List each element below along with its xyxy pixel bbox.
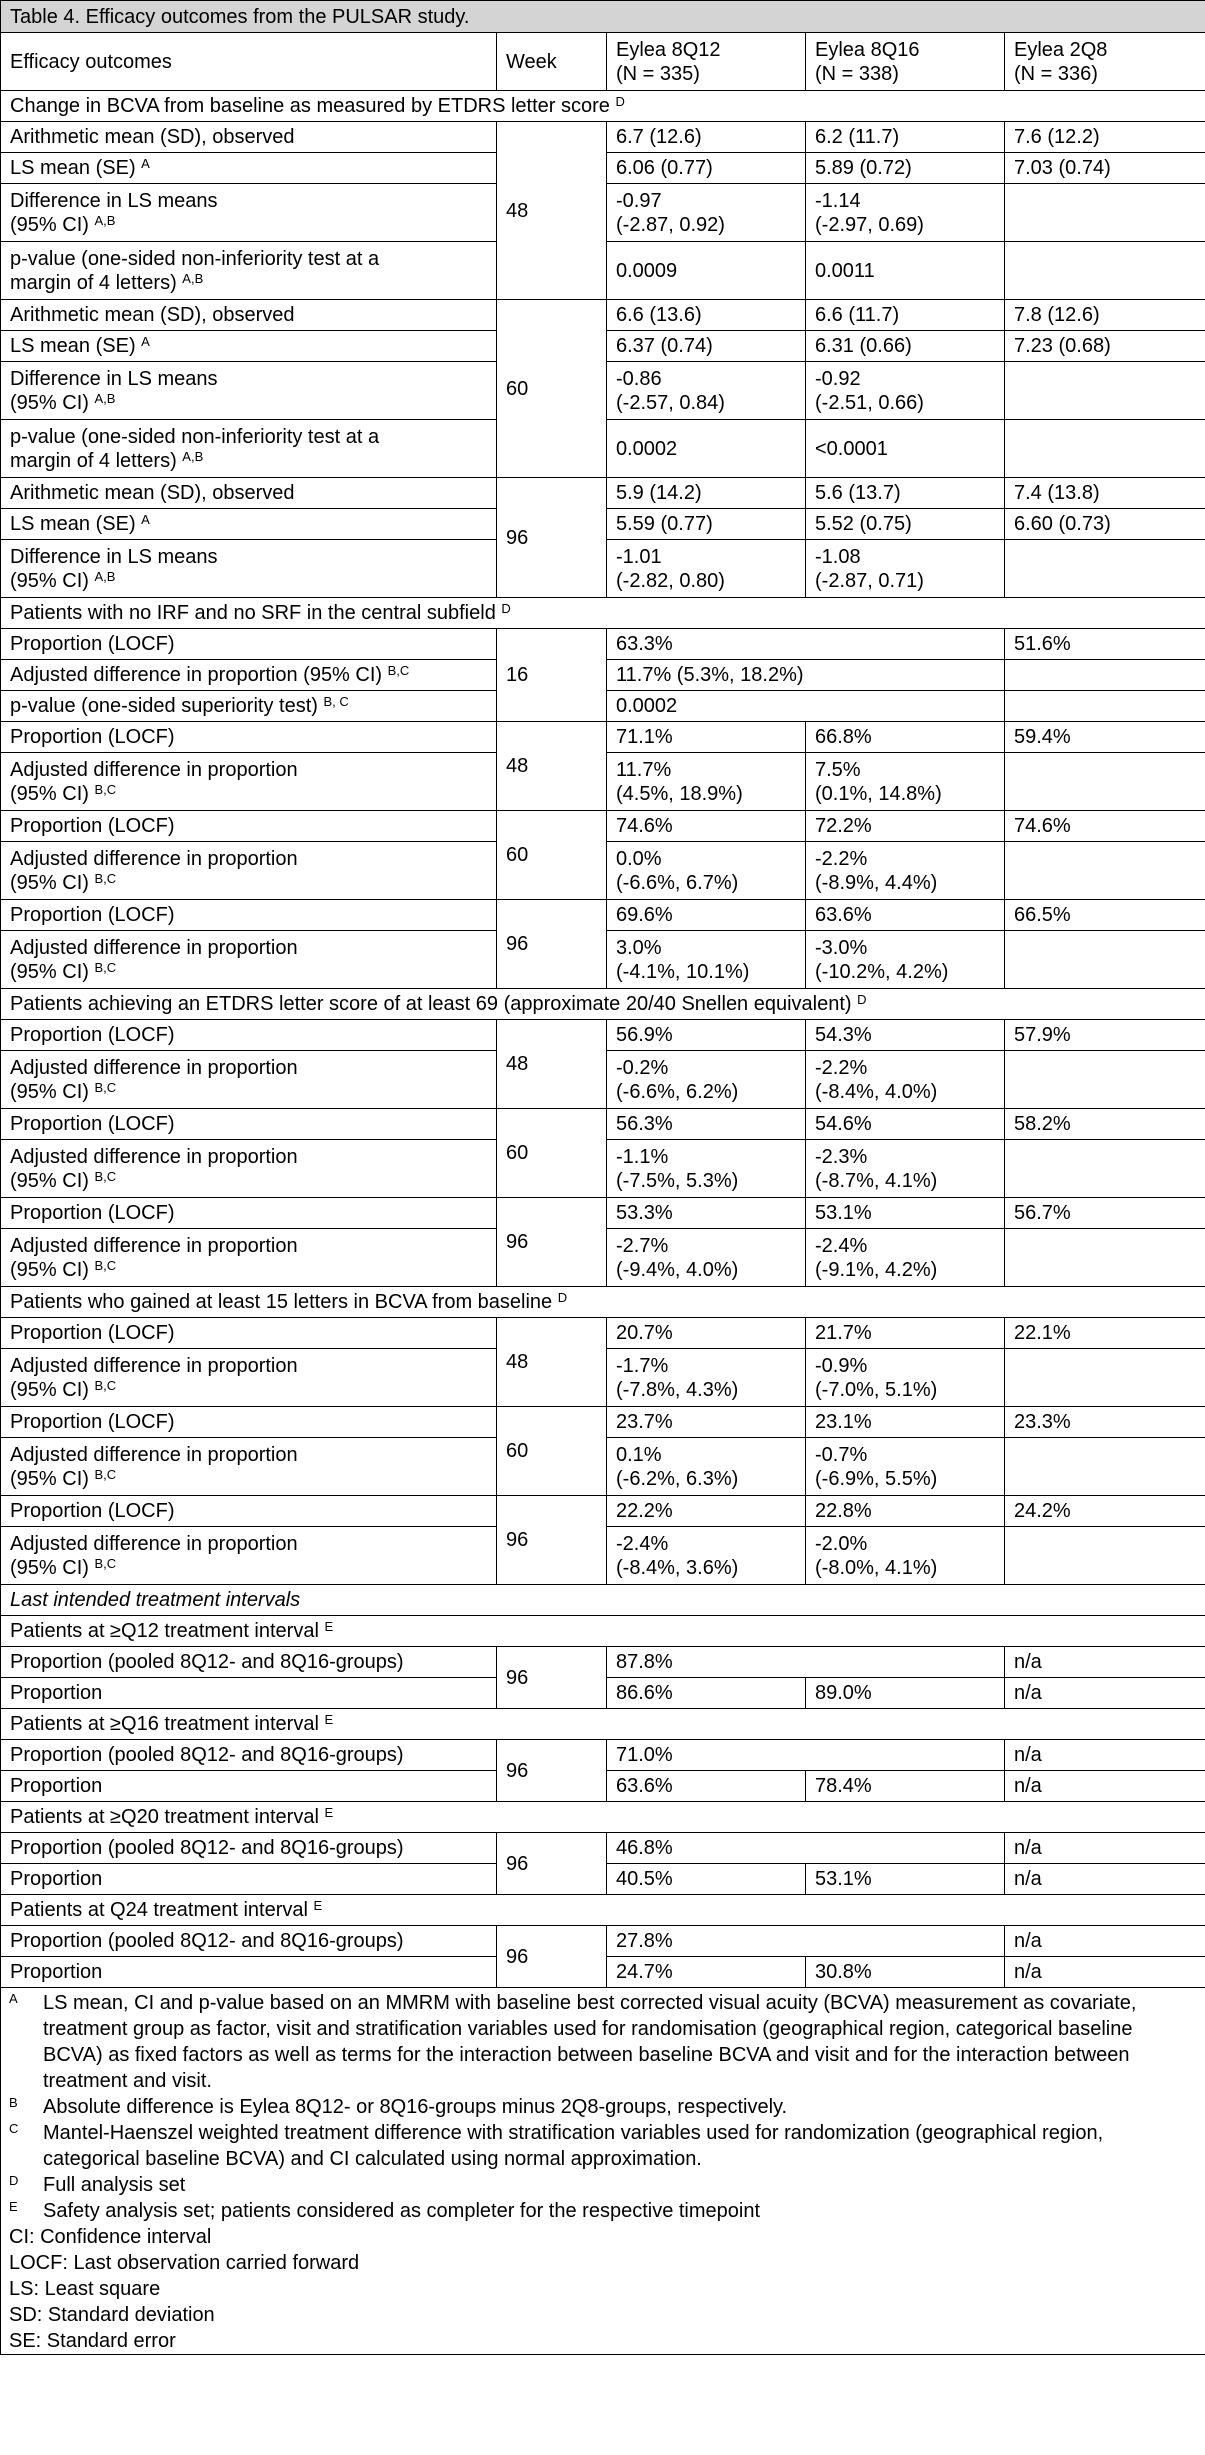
cell-2q8 <box>1005 842 1205 900</box>
row-label: Proportion (LOCF) <box>1 1109 497 1140</box>
cell-8q12: -1.1% (-7.5%, 5.3%) <box>607 1140 806 1198</box>
cell-2q8: 59.4% <box>1005 722 1205 753</box>
cell-8q16: -2.0% (-8.0%, 4.1%) <box>806 1527 1005 1585</box>
cell-8q16: 53.1% <box>806 1864 1005 1895</box>
cell-2q8: 7.03 (0.74) <box>1005 153 1205 184</box>
week-cell: 96 <box>497 1833 607 1895</box>
cell-pooled: 46.8% <box>607 1833 1005 1864</box>
cell-8q16: 21.7% <box>806 1318 1005 1349</box>
cell-8q16: 30.8% <box>806 1957 1005 1988</box>
cell-8q12: 6.7 (12.6) <box>607 122 806 153</box>
cell-2q8: 56.7% <box>1005 1198 1205 1229</box>
row-label: Adjusted difference in proportion (95% CI) $^{B,C}$ <box>1 660 497 691</box>
footnote: E Safety analysis set; patients considered as completer for the respective timepoint <box>9 2199 761 2222</box>
cell-8q12: 40.5% <box>607 1864 806 1895</box>
cell-2q8: n/a <box>1005 1864 1205 1895</box>
table-row <box>1 1109 1205 1140</box>
row-label: Adjusted difference in proportion (95% CI) $^{B,C}$ <box>1 1051 497 1109</box>
row-label: LS mean (SE) $^A$ <box>1 153 497 184</box>
cell-8q16: -2.2% (-8.9%, 4.4%) <box>806 842 1005 900</box>
footnote: D Full analysis set <box>9 2173 186 2196</box>
row-label: Proportion <box>1 1678 497 1709</box>
cell-8q16: 23.1% <box>806 1407 1005 1438</box>
cell-8q12: 24.7% <box>607 1957 806 1988</box>
cell-2q8: 58.2% <box>1005 1109 1205 1140</box>
cell-pooled: 11.7% (5.3%, 18.2%) <box>607 660 1005 691</box>
cell-2q8: 57.9% <box>1005 1020 1205 1051</box>
table-title: Table 4. Efficacy outcomes from the PULSAR study. <box>1 1 1205 33</box>
cell-8q16: 6.31 (0.66) <box>806 331 1005 362</box>
table-row <box>1 1740 1205 1771</box>
cell-8q12: 6.06 (0.77) <box>607 153 806 184</box>
cell-2q8 <box>1005 753 1205 811</box>
cell-8q12: 11.7% (4.5%, 18.9%) <box>607 753 806 811</box>
cell-8q16: 54.3% <box>806 1020 1005 1051</box>
week-cell: 60 <box>497 1109 607 1198</box>
row-label: p-value (one-sided non-inferiority test at a margin of 4 letters) $^{A,B}$ <box>1 420 497 478</box>
cell-2q8: 23.3% <box>1005 1407 1205 1438</box>
cell-2q8 <box>1005 691 1205 722</box>
table-row <box>1 478 1205 509</box>
row-label: Proportion (pooled 8Q12- and 8Q16-groups) <box>1 1647 497 1678</box>
row-label: Proportion (pooled 8Q12- and 8Q16-groups) <box>1 1926 497 1957</box>
week-cell: 60 <box>497 1407 607 1496</box>
row-label: p-value (one-sided non-inferiority test at a margin of 4 letters) $^{A,B}$ <box>1 242 497 300</box>
cell-8q12: 5.9 (14.2) <box>607 478 806 509</box>
table-row <box>1 1407 1205 1438</box>
cell-pooled: 71.0% <box>607 1740 1005 1771</box>
abbreviation: LOCF: Last observation carried forward <box>9 2252 360 2274</box>
cell-8q12: 0.0% (-6.6%, 6.7%) <box>607 842 806 900</box>
table-row <box>1 300 1205 331</box>
row-label: LS mean (SE) $^A$ <box>1 509 497 540</box>
cell-2q8: n/a <box>1005 1647 1205 1678</box>
week-cell: 16 <box>497 629 607 722</box>
header-outcomes: Efficacy outcomes <box>1 33 497 91</box>
cell-8q12: -2.7% (-9.4%, 4.0%) <box>607 1229 806 1287</box>
week-cell: 96 <box>497 1496 607 1585</box>
cell-8q16: 89.0% <box>806 1678 1005 1709</box>
cell-8q16: -2.4% (-9.1%, 4.2%) <box>806 1229 1005 1287</box>
section-header-etdrs-69: Patients achieving an ETDRS letter score of at least 69 (approximate 20/40 Snellen equivalent) $^D$ <box>1 989 1205 1020</box>
week-cell: 48 <box>497 1020 607 1109</box>
cell-8q16: 6.2 (11.7) <box>806 122 1005 153</box>
cell-8q16: -0.92 (-2.51, 0.66) <box>806 362 1005 420</box>
row-label: Proportion (LOCF) <box>1 1407 497 1438</box>
cell-2q8 <box>1005 931 1205 989</box>
cell-2q8: 7.23 (0.68) <box>1005 331 1205 362</box>
cell-2q8: n/a <box>1005 1833 1205 1864</box>
cell-2q8 <box>1005 1349 1205 1407</box>
cell-2q8: n/a <box>1005 1678 1205 1709</box>
week-cell: 96 <box>497 1647 607 1709</box>
cell-8q16: 63.6% <box>806 900 1005 931</box>
cell-8q16: 0.0011 <box>806 242 1005 300</box>
row-label: Difference in LS means (95% CI) $^{A,B}$ <box>1 362 497 420</box>
footnotes <box>1 1988 1205 2355</box>
cell-8q12: 20.7% <box>607 1318 806 1349</box>
cell-8q12: 23.7% <box>607 1407 806 1438</box>
cell-8q12: -0.2% (-6.6%, 6.2%) <box>607 1051 806 1109</box>
cell-pooled: 0.0002 <box>607 691 1005 722</box>
cell-8q12: -2.4% (-8.4%, 3.6%) <box>607 1527 806 1585</box>
cell-8q16: -0.7% (-6.9%, 5.5%) <box>806 1438 1005 1496</box>
cell-8q16: -3.0% (-10.2%, 4.2%) <box>806 931 1005 989</box>
cell-8q16: -2.3% (-8.7%, 4.1%) <box>806 1140 1005 1198</box>
section-header-intervals: Last intended treatment intervals <box>1 1585 1205 1616</box>
row-label: Arithmetic mean (SD), observed <box>1 300 497 331</box>
header-eylea-8q16: Eylea 8Q16 (N = 338) <box>806 33 1005 91</box>
abbreviation: LS: Least square <box>9 2278 161 2300</box>
cell-8q16: 5.52 (0.75) <box>806 509 1005 540</box>
cell-8q12: -1.01 (-2.82, 0.80) <box>607 540 806 598</box>
cell-8q16: 78.4% <box>806 1771 1005 1802</box>
cell-8q16: 5.6 (13.7) <box>806 478 1005 509</box>
footnote: B Absolute difference is Eylea 8Q12- or 8Q16-groups minus 2Q8-groups, respectively. <box>9 2095 788 2118</box>
cell-2q8: 7.6 (12.2) <box>1005 122 1205 153</box>
header-week: Week <box>497 33 607 91</box>
cell-2q8 <box>1005 1051 1205 1109</box>
week-cell: 96 <box>497 900 607 989</box>
week-cell: 60 <box>497 300 607 478</box>
cell-8q16: 53.1% <box>806 1198 1005 1229</box>
cell-2q8 <box>1005 242 1205 300</box>
row-label: Adjusted difference in proportion (95% CI) $^{B,C}$ <box>1 931 497 989</box>
table-row <box>1 122 1205 153</box>
cell-2q8 <box>1005 1229 1205 1287</box>
row-label: Adjusted difference in proportion (95% CI) $^{B,C}$ <box>1 1229 497 1287</box>
cell-2q8 <box>1005 420 1205 478</box>
cell-8q12: 56.9% <box>607 1020 806 1051</box>
cell-2q8: n/a <box>1005 1740 1205 1771</box>
row-label: Proportion (LOCF) <box>1 900 497 931</box>
section-header-q24: Patients at Q24 treatment interval $^E$ <box>1 1895 1205 1926</box>
cell-2q8: 7.8 (12.6) <box>1005 300 1205 331</box>
week-cell: 96 <box>497 1926 607 1988</box>
abbreviation: SD: Standard deviation <box>9 2304 215 2326</box>
cell-2q8: 66.5% <box>1005 900 1205 931</box>
row-label: Proportion <box>1 1957 497 1988</box>
cell-2q8 <box>1005 1438 1205 1496</box>
row-label: Proportion (LOCF) <box>1 1020 497 1051</box>
row-label: p-value (one-sided superiority test) $^{B, C}$ <box>1 691 497 722</box>
cell-8q16: 6.6 (11.7) <box>806 300 1005 331</box>
row-label: Arithmetic mean (SD), observed <box>1 478 497 509</box>
abbreviation: CI: Confidence interval <box>9 2226 212 2248</box>
row-label: Adjusted difference in proportion (95% CI) $^{B,C}$ <box>1 1438 497 1496</box>
cell-8q12: 71.1% <box>607 722 806 753</box>
section-header-q20: Patients at ≥Q20 treatment interval $^E$ <box>1 1802 1205 1833</box>
row-label: Proportion <box>1 1864 497 1895</box>
cell-8q16: 7.5% (0.1%, 14.8%) <box>806 753 1005 811</box>
cell-8q12: 86.6% <box>607 1678 806 1709</box>
row-label: Proportion (LOCF) <box>1 1496 497 1527</box>
week-cell: 96 <box>497 1198 607 1287</box>
row-label: Adjusted difference in proportion (95% CI) $^{B,C}$ <box>1 1527 497 1585</box>
cell-8q12: -0.86 (-2.57, 0.84) <box>607 362 806 420</box>
row-label: Proportion (LOCF) <box>1 1198 497 1229</box>
cell-2q8: n/a <box>1005 1957 1205 1988</box>
header-eylea-8q12: Eylea 8Q12 (N = 335) <box>607 33 806 91</box>
row-label: Proportion (LOCF) <box>1 811 497 842</box>
row-label: Proportion (pooled 8Q12- and 8Q16-groups) <box>1 1833 497 1864</box>
table-row <box>1 629 1205 660</box>
cell-8q12: 63.6% <box>607 1771 806 1802</box>
row-label: Difference in LS means (95% CI) $^{A,B}$ <box>1 540 497 598</box>
cell-8q12: 3.0% (-4.1%, 10.1%) <box>607 931 806 989</box>
cell-2q8: n/a <box>1005 1771 1205 1802</box>
table-row <box>1 1318 1205 1349</box>
row-label: Adjusted difference in proportion (95% CI) $^{B,C}$ <box>1 753 497 811</box>
cell-pooled: 63.3% <box>607 629 1005 660</box>
cell-8q12: 22.2% <box>607 1496 806 1527</box>
cell-8q16: -0.9% (-7.0%, 5.1%) <box>806 1349 1005 1407</box>
cell-2q8 <box>1005 660 1205 691</box>
cell-2q8 <box>1005 362 1205 420</box>
cell-8q16: -1.08 (-2.87, 0.71) <box>806 540 1005 598</box>
header-eylea-2q8: Eylea 2Q8 (N = 336) <box>1005 33 1205 91</box>
cell-8q12: 0.0002 <box>607 420 806 478</box>
table-row <box>1 1496 1205 1527</box>
table-row <box>1 1833 1205 1864</box>
cell-8q16: <0.0001 <box>806 420 1005 478</box>
week-cell: 48 <box>497 1318 607 1407</box>
table-row <box>1 1020 1205 1051</box>
week-cell: 48 <box>497 722 607 811</box>
cell-8q16: 72.2% <box>806 811 1005 842</box>
row-label: Adjusted difference in proportion (95% CI) $^{B,C}$ <box>1 1140 497 1198</box>
cell-8q16: -1.14 (-2.97, 0.69) <box>806 184 1005 242</box>
cell-pooled: 27.8% <box>607 1926 1005 1957</box>
cell-2q8: 7.4 (13.8) <box>1005 478 1205 509</box>
cell-8q12: 56.3% <box>607 1109 806 1140</box>
section-header-irf-srf: Patients with no IRF and no SRF in the central subfield $^D$ <box>1 598 1205 629</box>
cell-8q16: 66.8% <box>806 722 1005 753</box>
cell-2q8: 51.6% <box>1005 629 1205 660</box>
row-label: Adjusted difference in proportion (95% CI) $^{B,C}$ <box>1 842 497 900</box>
cell-2q8 <box>1005 1140 1205 1198</box>
cell-8q12: 69.6% <box>607 900 806 931</box>
week-cell: 60 <box>497 811 607 900</box>
table-row <box>1 1647 1205 1678</box>
cell-2q8 <box>1005 1527 1205 1585</box>
cell-8q16: 5.89 (0.72) <box>806 153 1005 184</box>
row-label: Adjusted difference in proportion (95% CI) $^{B,C}$ <box>1 1349 497 1407</box>
cell-2q8: 22.1% <box>1005 1318 1205 1349</box>
row-label: Difference in LS means (95% CI) $^{A,B}$ <box>1 184 497 242</box>
cell-8q12: 53.3% <box>607 1198 806 1229</box>
section-header-gain-15: Patients who gained at least 15 letters in BCVA from baseline $^D$ <box>1 1287 1205 1318</box>
cell-2q8 <box>1005 184 1205 242</box>
cell-2q8: n/a <box>1005 1926 1205 1957</box>
cell-8q12: 5.59 (0.77) <box>607 509 806 540</box>
cell-8q16: 54.6% <box>806 1109 1005 1140</box>
cell-8q12: 74.6% <box>607 811 806 842</box>
cell-2q8: 74.6% <box>1005 811 1205 842</box>
cell-8q12: 6.37 (0.74) <box>607 331 806 362</box>
table-header-row <box>1 33 1205 91</box>
section-header-bcva: Change in BCVA from baseline as measured by ETDRS letter score $^D$ <box>1 91 1205 122</box>
cell-pooled: 87.8% <box>607 1647 1005 1678</box>
cell-2q8: 6.60 (0.73) <box>1005 509 1205 540</box>
table-row <box>1 900 1205 931</box>
cell-8q12: -1.7% (-7.8%, 4.3%) <box>607 1349 806 1407</box>
table-row <box>1 811 1205 842</box>
cell-8q16: -2.2% (-8.4%, 4.0%) <box>806 1051 1005 1109</box>
week-cell: 96 <box>497 478 607 598</box>
cell-8q16: 22.8% <box>806 1496 1005 1527</box>
row-label: Proportion (LOCF) <box>1 629 497 660</box>
cell-8q12: 6.6 (13.6) <box>607 300 806 331</box>
table-row <box>1 1926 1205 1957</box>
table-row <box>1 1198 1205 1229</box>
abbreviation: SE: Standard error <box>9 2330 176 2352</box>
section-header-q12: Patients at ≥Q12 treatment interval $^E$ <box>1 1616 1205 1647</box>
cell-8q12: 0.0009 <box>607 242 806 300</box>
cell-2q8 <box>1005 540 1205 598</box>
cell-2q8: 24.2% <box>1005 1496 1205 1527</box>
footnote: A LS mean, CI and p-value based on an MMRM with baseline best corrected visual acuity (BCVA) measurement as covariate, treatment group as factor, visit and stratification variables used for randomisation (geographical region, categorical baseline BCVA) as fixed factors as well as terms for the interaction between baseline BCVA and visit and for the interaction between treatment and visit. <box>9 1991 1137 2092</box>
row-label: Proportion (LOCF) <box>1 722 497 753</box>
cell-8q12: -0.97 (-2.87, 0.92) <box>607 184 806 242</box>
row-label: LS mean (SE) $^A$ <box>1 331 497 362</box>
table-row <box>1 722 1205 753</box>
footnote: C Mantel-Haenszel weighted treatment difference with stratification variables used for randomization (geographical region, categorical baseline BCVA) and CI calculated using normal approximation. <box>9 2121 1104 2170</box>
week-cell: 48 <box>497 122 607 300</box>
row-label: Proportion <box>1 1771 497 1802</box>
section-header-q16: Patients at ≥Q16 treatment interval $^E$ <box>1 1709 1205 1740</box>
week-cell: 96 <box>497 1740 607 1802</box>
row-label: Proportion (LOCF) <box>1 1318 497 1349</box>
row-label: Arithmetic mean (SD), observed <box>1 122 497 153</box>
cell-8q12: 0.1% (-6.2%, 6.3%) <box>607 1438 806 1496</box>
row-label: Proportion (pooled 8Q12- and 8Q16-groups) <box>1 1740 497 1771</box>
